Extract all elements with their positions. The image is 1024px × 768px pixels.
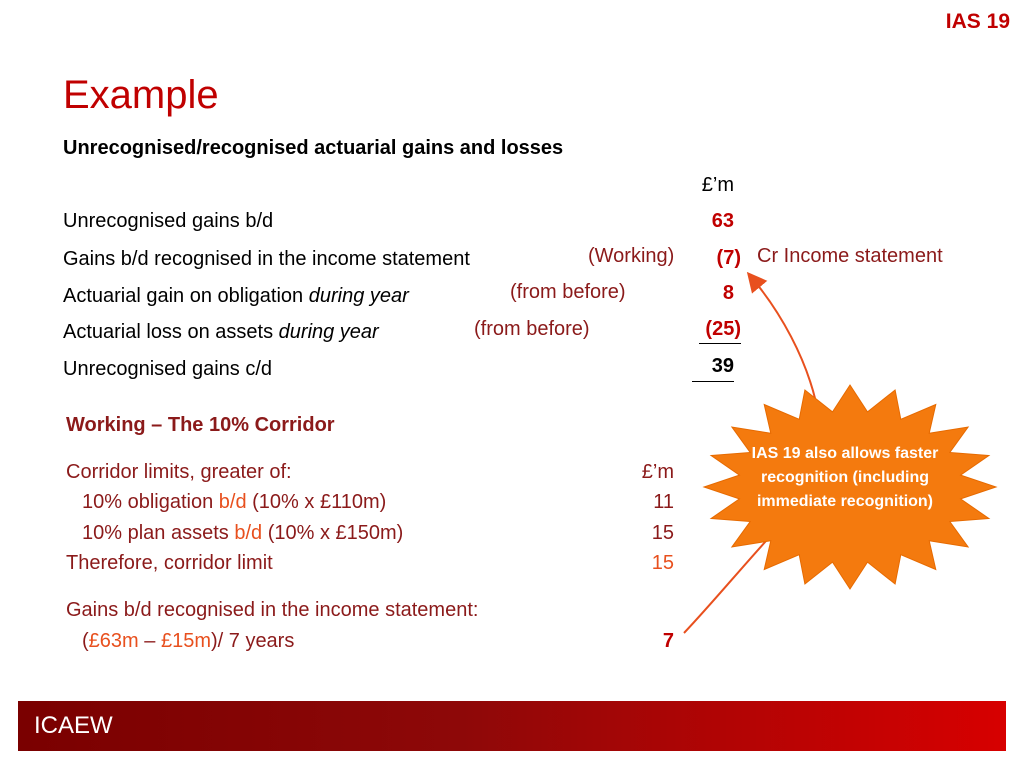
table-row-note: (from before) (510, 281, 626, 303)
table-row-note: (from before) (474, 318, 590, 340)
table-row-value: 63 (711, 210, 734, 232)
table-row-value: (7) (716, 247, 741, 269)
callout-text: IAS 19 also allows faster recognition (including immediate recognition) (751, 445, 939, 510)
table-row-value: 8 (722, 282, 734, 304)
section-subtitle: Unrecognised/recognised actuarial gains and losses (63, 137, 564, 159)
obligation-value: 11 (653, 491, 674, 513)
header-tag: IAS 19 (945, 10, 1010, 33)
working-unit-header: £’m (641, 461, 674, 483)
recognised-label: Gains b/d recognised in the income statement: (66, 599, 479, 621)
plan-assets-line: 10% plan assets b/d (10% x £150m) (82, 522, 404, 544)
table-row-label: Gains b/d recognised in the income statement (63, 248, 470, 270)
corridor-limit-value: 15 (651, 552, 674, 574)
corridor-limit-label: Therefore, corridor limit (66, 552, 273, 574)
table-row-label: Unrecognised gains c/d (63, 358, 273, 380)
recognised-calc: (£63m – £15m)/ 7 years (82, 630, 295, 652)
table-row-total: 39 (692, 355, 734, 382)
table-row-value: (25) (699, 318, 741, 344)
table-row-note: (Working) (588, 245, 675, 267)
plan-assets-value: 15 (651, 522, 674, 544)
table-row-comment: Cr Income statement (757, 245, 943, 267)
footer-bar (18, 701, 1006, 751)
obligation-line: 10% obligation b/d (10% x £110m) (82, 491, 387, 513)
table-row-label: Unrecognised gains b/d (63, 210, 274, 232)
table-unit-header: £’m (701, 174, 734, 196)
corridor-label: Corridor limits, greater of: (66, 461, 292, 483)
table-row-label: Actuarial loss on assets during year (63, 321, 379, 343)
page-title: Example (63, 73, 219, 117)
recognised-value: 7 (662, 630, 674, 652)
table-row-label: Actuarial gain on obligation during year (63, 285, 409, 307)
footer-brand: ICAEW (34, 712, 113, 739)
working-heading: Working – The 10% Corridor (66, 414, 335, 436)
